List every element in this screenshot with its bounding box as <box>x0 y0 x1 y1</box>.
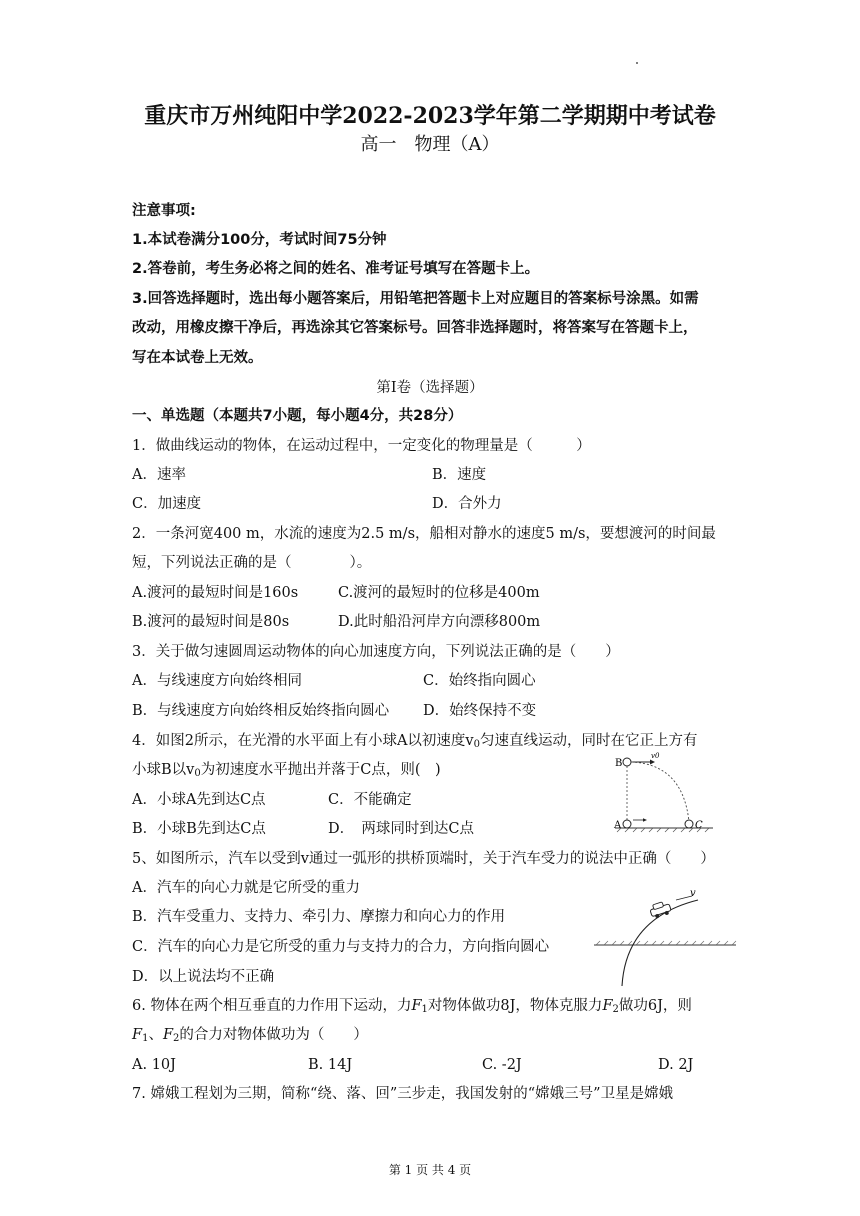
q1-option-d: D．合外力 <box>432 496 502 512</box>
q6-option-a: A. 10J <box>132 1057 176 1073</box>
ball-a <box>623 820 631 828</box>
label-v: v <box>690 888 696 899</box>
q1-option-c: C．加速度 <box>132 496 202 512</box>
q3-option-d: D．始终保持不变 <box>423 703 537 719</box>
q1-option-a: A．速率 <box>132 467 186 483</box>
ball-b <box>623 758 631 766</box>
q7-stem: 7. 嫦娥工程划为三期，简称“绕、落、回”三步走，我国发射的“嫦娥三号”卫星是嫦娥 <box>132 1086 674 1102</box>
q1-option-b: B．速度 <box>432 467 487 483</box>
exam-title: 重庆市万州纯阳中学2022-2023学年第二学期期中考试卷 <box>144 103 716 129</box>
q5-option-c: C．汽车的向心力是它所受的重力与支持力的合力，方向指向圆心 <box>132 939 550 955</box>
q3-stem: 3．关于做匀速圆周运动物体的向心加速度方向，下列说法正确的是（ ） <box>132 644 620 660</box>
q4-option-a: A．小球A先到达C点 <box>132 792 266 808</box>
notice-item-3-cont: 改动，用橡皮擦干净后，再选涂其它答案标号。回答非选择题时，将答案写在答题卡上， <box>132 320 698 336</box>
part-title: 第I卷（选择题） <box>376 380 484 396</box>
label-v0: v0 <box>651 752 660 760</box>
q4-stem-cont: 小球B以$v_0$为初速度水平抛出并落于C点，则( ) <box>132 762 441 779</box>
q2-option-c: C.渡河的最短时的位移是400m <box>338 585 540 601</box>
q3-option-a: A．与线速度方向始终相同 <box>132 673 302 689</box>
q6-option-d: D. 2J <box>658 1057 694 1073</box>
q5-option-a: A．汽车的向心力就是它所受的重力 <box>132 880 360 896</box>
q4-stem: 4．如图2所示，在光滑的水平面上有小球A以初速度$v_0$匀速直线运动，同时在它正上方有 <box>132 733 698 750</box>
q6-option-b: B. 14J <box>308 1057 353 1073</box>
notice-heading: 注意事项: <box>132 203 196 219</box>
q3-option-b: B．与线速度方向始终相反始终指向圆心 <box>132 703 390 719</box>
q5-option-b: B．汽车受重力、支持力、牵引力、摩擦力和向心力的作用 <box>132 909 506 925</box>
q6-option-c: C. -2J <box>482 1057 522 1073</box>
label-b: B <box>615 758 623 769</box>
label-a: A <box>614 820 622 831</box>
q6-stem: 6. 物体在两个相互垂直的力作用下运动，力$F_1$对物体做功8J，物体克服力$F_2$做功6J，则 <box>132 998 692 1015</box>
point-c <box>685 820 693 828</box>
q2-option-a: A.渡河的最短时间是160s <box>132 585 299 601</box>
label-c: C <box>695 820 703 831</box>
q4-option-c: C．不能确定 <box>328 792 412 808</box>
q5-bridge-figure <box>590 888 740 988</box>
q5-stem: 5、如图所示，汽车以受到v通过一弧形的拱桥顶端时，关于汽车受力的说法中正确（ ） <box>132 851 715 867</box>
q2-stem-cont: 短，下列说法正确的是（ ）。 <box>132 555 372 571</box>
q2-stem: 2．一条河宽400 m，水流的速度为2.5 m/s，船相对静水的速度5 m/s，要想渡河的时间最 <box>132 526 716 542</box>
q1-stem: 1．做曲线运动的物体，在运动过程中，一定变化的物理量是（ ） <box>132 438 591 454</box>
q6-stem-cont: $F_1$、$F_2$的合力对物体做功为（ ） <box>132 1027 368 1044</box>
q5-option-d: D．以上说法均不正确 <box>132 969 275 985</box>
car-icon <box>649 900 672 919</box>
q3-option-c: C．始终指向圆心 <box>423 673 536 689</box>
section-title: 一、单选题（本题共7小题，每小题4分，共28分） <box>132 408 463 424</box>
q4-figure <box>605 752 720 837</box>
page-footer: 第 1 页 共 4 页 <box>388 1163 472 1177</box>
hatch-marks <box>596 941 736 945</box>
q4-option-d: D． 两球同时到达C点 <box>328 821 474 837</box>
q2-option-d: D.此时船沿河岸方向漂移800m <box>338 614 541 630</box>
notice-item-1: 1.本试卷满分100分，考试时间75分钟 <box>132 232 387 248</box>
q2-option-b: B.渡河的最短时间是80s <box>132 614 290 630</box>
exam-subtitle: 高一 物理（A） <box>360 134 500 155</box>
notice-item-2: 2.答卷前，考生务必将之间的姓名、准考证号填写在答题卡上。 <box>132 261 540 277</box>
trajectory <box>631 762 689 822</box>
notice-item-3: 3.回答选择题时，选出每小题答案后，用铅笔把答题卡上对应题目的答案标号涂黑。如需 <box>132 291 699 307</box>
corner-dot <box>636 62 638 64</box>
q4-option-b: B．小球B先到达C点 <box>132 821 266 837</box>
notice-item-3-end: 写在本试卷上无效。 <box>132 350 263 366</box>
